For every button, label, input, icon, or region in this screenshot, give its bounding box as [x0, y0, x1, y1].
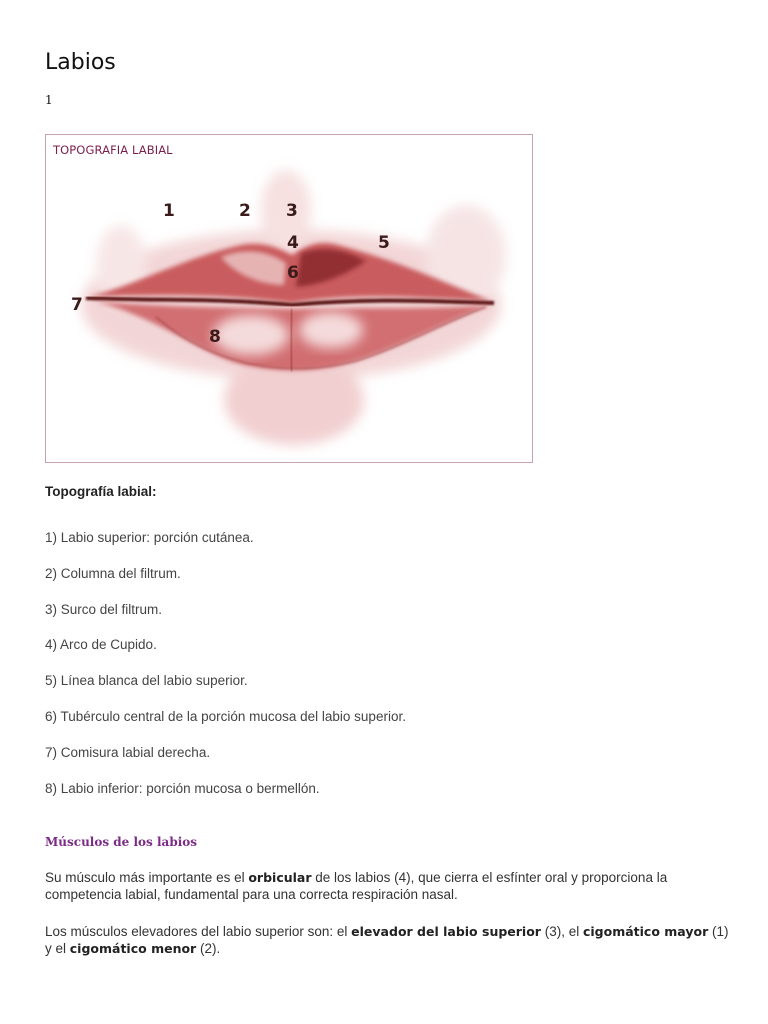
bold-term: orbicular	[248, 870, 312, 885]
muscles-paragraph-1	[45, 869, 735, 903]
text-run: (2).	[196, 941, 221, 956]
muscles-heading: Músculos de los labios	[45, 835, 198, 849]
figure-label-5: 5	[378, 233, 390, 253]
list-item: 6) Tubérculo central de la porción mucosa del labio superior.	[45, 708, 406, 724]
muscles-paragraph-2	[45, 923, 735, 957]
figure-label-1: 1	[163, 201, 175, 221]
text-run: (3), el	[540, 924, 583, 939]
lip-topography-figure	[45, 134, 533, 463]
text-run: de los labios (4), que cierra el esfínter oral y proporciona la competencia labial, fundamental para una correcta respiración nasal.	[45, 870, 668, 902]
list-item: 4) Arco de Cupido.	[45, 637, 157, 653]
bold-term: cigomático mayor	[582, 924, 709, 939]
figure-label-2: 2	[239, 201, 251, 221]
list-item: 7) Comisura labial derecha.	[45, 744, 211, 760]
list-item: 3) Surco del filtrum.	[45, 601, 163, 617]
figure-caption: TOPOGRAFIA LABIAL	[53, 143, 173, 157]
lips-drawing	[46, 135, 533, 463]
list-item: 8) Labio inferior: porción mucosa o bermellón.	[45, 780, 320, 796]
figure-label-3: 3	[286, 201, 298, 221]
topography-list	[45, 530, 406, 816]
topography-heading: Topografía labial:	[45, 484, 157, 499]
figure-label-8: 8	[209, 327, 221, 347]
page-number: 1	[45, 93, 53, 107]
figure-label-7: 7	[71, 295, 83, 315]
text-run: Los músculos elevadores del labio superior son: el	[45, 924, 352, 939]
text-run: Su músculo más importante es el	[45, 870, 249, 885]
page-title: Labios	[45, 50, 116, 75]
list-item: 1) Labio superior: porción cutánea.	[45, 530, 254, 545]
figure-label-6: 6	[287, 263, 299, 283]
list-item: 2) Columna del filtrum.	[45, 565, 181, 581]
figure-label-4: 4	[287, 233, 299, 253]
text-run: (1) y el	[45, 924, 729, 956]
bold-term: cigomático menor	[69, 941, 197, 956]
list-item: 5) Línea blanca del labio superior.	[45, 673, 248, 689]
bold-term: elevador del labio superior	[351, 924, 541, 939]
